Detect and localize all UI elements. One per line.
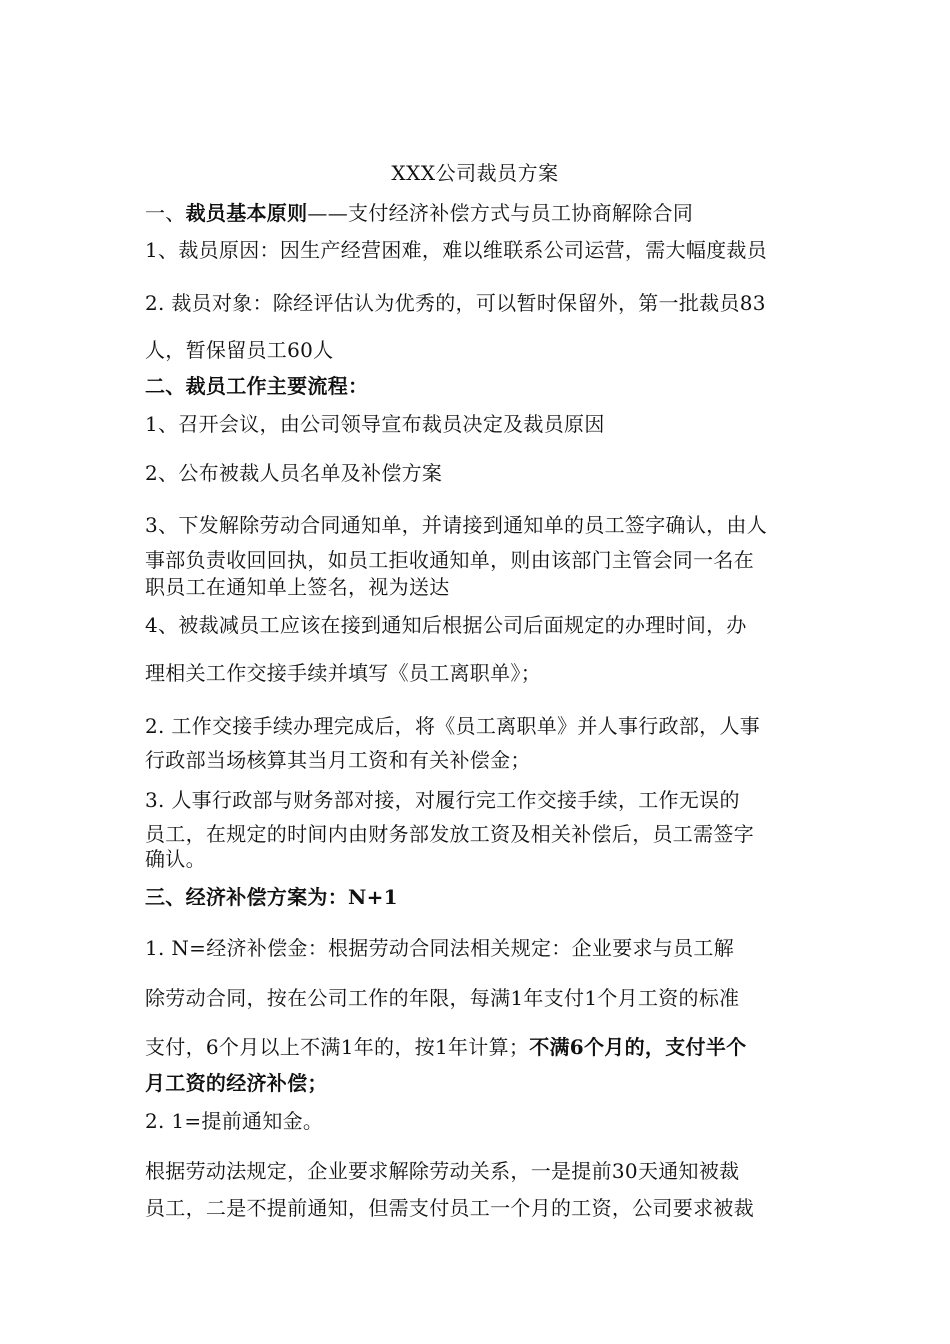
section3-n-line2: 除劳动合同，按在公司工作的年限，每满1年支付1个月工资的标准: [145, 986, 740, 1010]
section1-item2-line1: 2. 裁员对象：除经评估认为优秀的，可以暂时保留外，第一批裁员83: [145, 291, 766, 315]
section2-sub3-line1: 3. 人事行政部与财务部对接，对履行完工作交接手续，工作无误的: [145, 788, 740, 812]
section3-n-line4: 月工资的经济补偿；: [145, 1071, 328, 1095]
section1-item2-line2: 人，暂保留员工60人: [145, 338, 334, 362]
section3-law-line2: 员工，二是不提前通知，但需支付员工一个月的工资，公司要求被裁: [145, 1196, 754, 1220]
section1-heading-rest: ——支付经济补偿方式与员工协商解除合同: [307, 201, 694, 225]
section2-step1: 1、召开会议，由公司领导宣布裁员决定及裁员原因: [145, 412, 605, 436]
section2-step3-line1: 3、下发解除劳动合同通知单，并请接到通知单的员工签字确认，由人: [145, 513, 768, 537]
section3-n-line1: 1. N=经济补偿金：根据劳动合同法相关规定：企业要求与员工解: [145, 936, 734, 960]
section1-prefix: 一、: [145, 201, 186, 225]
section3-n-line3-bold: 不满6个月的，支付半个: [529, 1035, 747, 1059]
section2-sub2-line1: 2. 工作交接手续办理完成后，将《员工离职单》并人事行政部，人事: [145, 714, 761, 738]
document-title: XXX公司裁员方案: [391, 161, 559, 185]
section3-n-line3-normal: 支付，6个月以上不满1年的，按1年计算；: [145, 1035, 530, 1059]
section2-step2: 2、公布被裁人员名单及补偿方案: [145, 461, 443, 485]
section1-item1: 1、裁员原因：因生产经营困难，难以维联系公司运营，需大幅度裁员: [145, 238, 768, 262]
section2-sub3-line2: 员工，在规定的时间内由财务部发放工资及相关补偿后，员工需签字: [145, 822, 754, 846]
section2-step3-line2: 事部负责收回回执，如员工拒收通知单，则由该部门主管会同一名在: [145, 548, 754, 572]
section2-step3-line3: 职员工在通知单上签名，视为送达: [145, 575, 450, 599]
section3-one-line: 2. 1=提前通知金。: [145, 1109, 324, 1133]
section1-heading-bold: 裁员基本原则: [185, 201, 308, 225]
section2-step4-line2: 理相关工作交接手续并填写《员工离职单》；: [145, 661, 541, 685]
section2-step4-line1: 4、被裁减员工应该在接到通知后根据公司后面规定的办理时间，办: [145, 613, 747, 637]
section2-sub3-line3: 确认。: [145, 847, 206, 871]
section2-sub2-line2: 行政部当场核算其当月工资和有关补偿金；: [145, 748, 531, 772]
section3-n-line3: [145, 1034, 810, 1060]
section3-law-line1: 根据劳动法规定，企业要求解除劳动关系，一是提前30天通知被裁: [145, 1159, 740, 1183]
section3-heading: 三、经济补偿方案为：N+1: [145, 885, 398, 909]
section2-heading: 二、裁员工作主要流程：: [145, 374, 369, 398]
section1-heading: [145, 200, 810, 226]
